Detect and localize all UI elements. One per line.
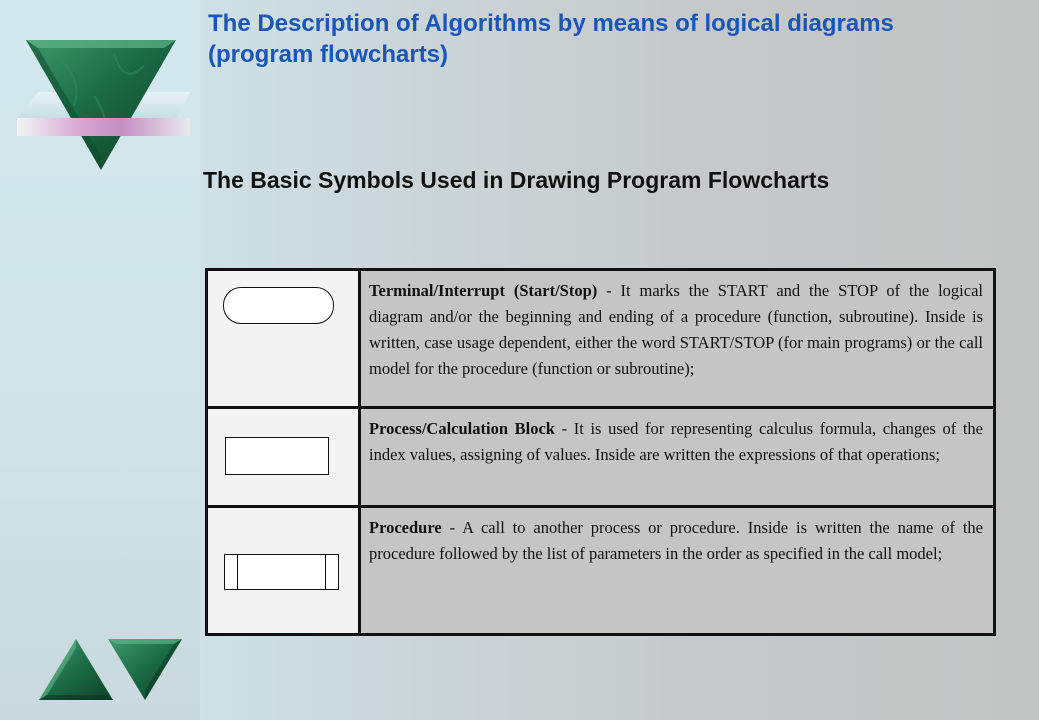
terminal-symbol-icon — [223, 287, 334, 324]
symbol-cell — [207, 507, 360, 635]
description-cell — [360, 408, 995, 507]
symbol-cell — [207, 270, 360, 408]
description-cell — [360, 507, 995, 635]
symbol-name: Process/Calculation Block — [369, 419, 555, 438]
table-row — [207, 270, 995, 408]
table-row — [207, 507, 995, 635]
logo-marble-triangle-icon — [14, 36, 194, 172]
description-cell — [360, 270, 995, 408]
flowchart-symbols-table — [205, 268, 996, 636]
symbol-description: - It marks the START and the STOP of the logical diagram and/or the beginning and ending of a procedure (function, subroutine). Inside is written, case usage dependent, either the word START/STOP (for main programs) or the call model for the procedure (function or subroutine); — [369, 281, 983, 378]
symbol-name: Terminal/Interrupt (Start/Stop) — [369, 281, 598, 300]
symbol-description: - It is used for representing calculus formula, changes of the index values, assigning of values. Inside are written the expressions of that operations; — [369, 419, 984, 464]
table-row — [207, 408, 995, 507]
title-line-1: The Description of Algorithms by means of logical diagrams — [208, 10, 894, 37]
page-title — [208, 8, 1008, 70]
triangle-down-icon — [107, 638, 183, 701]
procedure-symbol-icon — [224, 554, 339, 590]
symbol-name: Procedure — [369, 518, 442, 537]
symbol-cell — [207, 408, 360, 507]
title-line-2: (program flowcharts) — [208, 41, 449, 68]
symbol-description: - A call to another process or procedure. Inside is written the name of the procedure followed by the list of parameters in the order as specified in the call model; — [369, 518, 983, 563]
triangle-up-icon — [38, 638, 114, 701]
section-subtitle: The Basic Symbols Used in Drawing Program Flowcharts — [203, 167, 830, 193]
process-symbol-icon — [225, 437, 329, 475]
